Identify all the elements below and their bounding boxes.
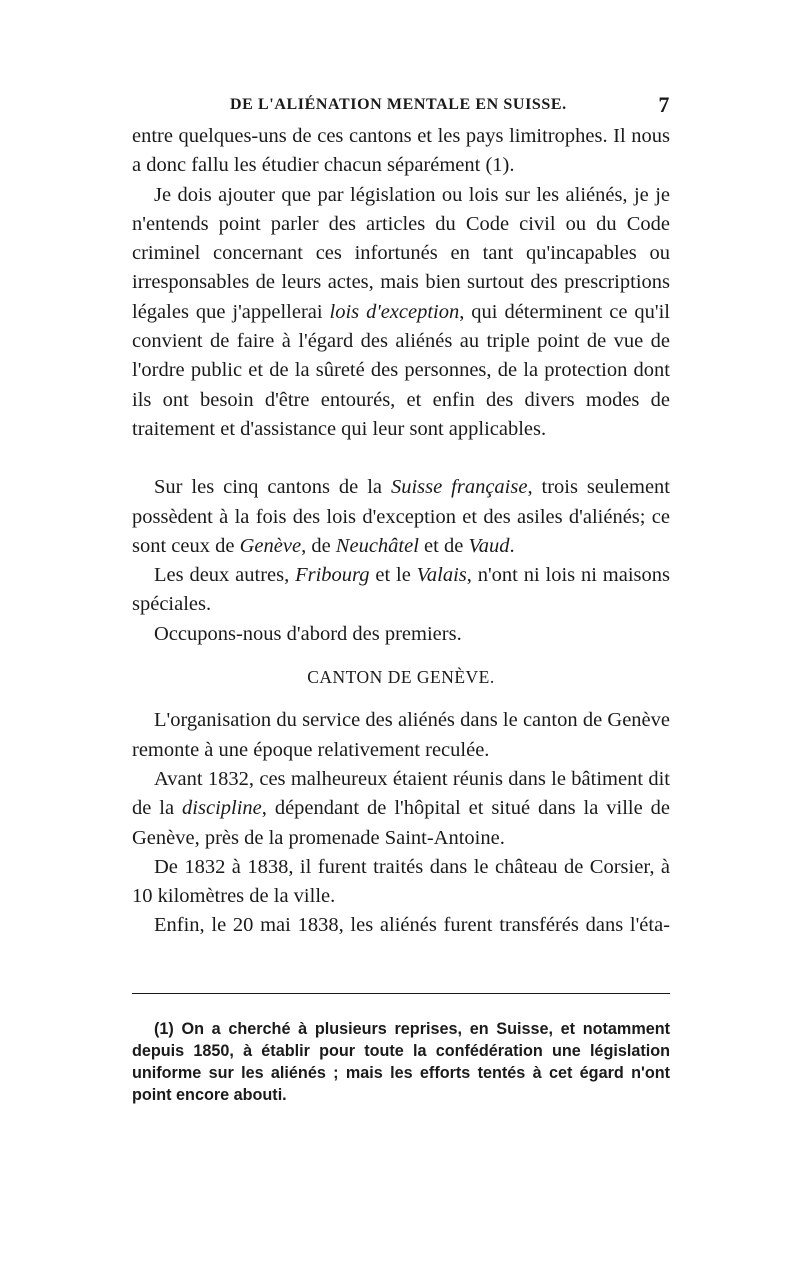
paragraph: Enfin, le 20 mai 1838, les aliénés furent transférés dans l'éta- xyxy=(154,914,670,937)
paragraph: Avant 1832, ces malheureux étaient réunis dans le bâtiment dit de la discipline, dépendant de l'hôpital et situé dans la ville de Genève, près de la promenade Saint-Antoine. xyxy=(132,767,670,849)
page-number: 7 xyxy=(658,92,670,117)
paragraph: Je dois ajouter que par législation ou lois sur les aliénés, je je n'entends point parler des articles du Code civil ou du Code criminel concernant ces infortunés en tant qu'incapables ou irresponsables de leurs actes, mais bien surtout des prescriptions légales que j'appellerai lois d'exception, qui déterminent ce qu'il convient de faire à l'égard des aliénés au triple point de vue de l'ordre public et de la sûreté des personnes, de la protection dont ils ont besoin d'être entourés, et enfin des divers modes de traitement et d'assistance qui leur sont applicables. xyxy=(132,183,670,440)
paragraph: Sur les cinq cantons de la Suisse française, trois seulement possèdent à la fois des lois d'exception et des asiles d'aliénés; ce sont ceux de Genève, de Neuchâtel et de Vaud. xyxy=(132,476,670,557)
footnote-text: (1) On a cherché à plusieurs reprises, en Suisse, et notamment depuis 1850, à établir pour toute la confédération une législation uniforme sur les aliénés ; mais les efforts tentés à cet égard n'ont point encore abouti. xyxy=(132,1020,670,1104)
main-text xyxy=(132,122,670,941)
paragraph: De 1832 à 1838, il furent traités dans le château de Corsier, à 10 kilomètres de la ville. xyxy=(132,855,670,908)
paragraph: Les deux autres, Fribourg et le Valais, n'ont ni lois ni maisons spéciales. xyxy=(132,564,670,616)
paragraph: entre quelques-uns de ces cantons et les pays limitrophes. Il nous a donc fallu les étudier chacun séparément (1). xyxy=(132,125,670,177)
footnote xyxy=(132,1018,670,1106)
running-header xyxy=(132,92,670,118)
running-title: DE L'ALIÉNATION MENTALE EN SUISSE. xyxy=(230,96,567,113)
paragraph: Occupons-nous d'abord des premiers. xyxy=(154,622,462,645)
section-title: CANTON DE GENÈVE. xyxy=(307,667,495,688)
footnote-divider xyxy=(132,993,670,994)
paragraph: L'organisation du service des aliénés dans le canton de Genève remonte à une époque relativement reculée. xyxy=(132,709,670,761)
